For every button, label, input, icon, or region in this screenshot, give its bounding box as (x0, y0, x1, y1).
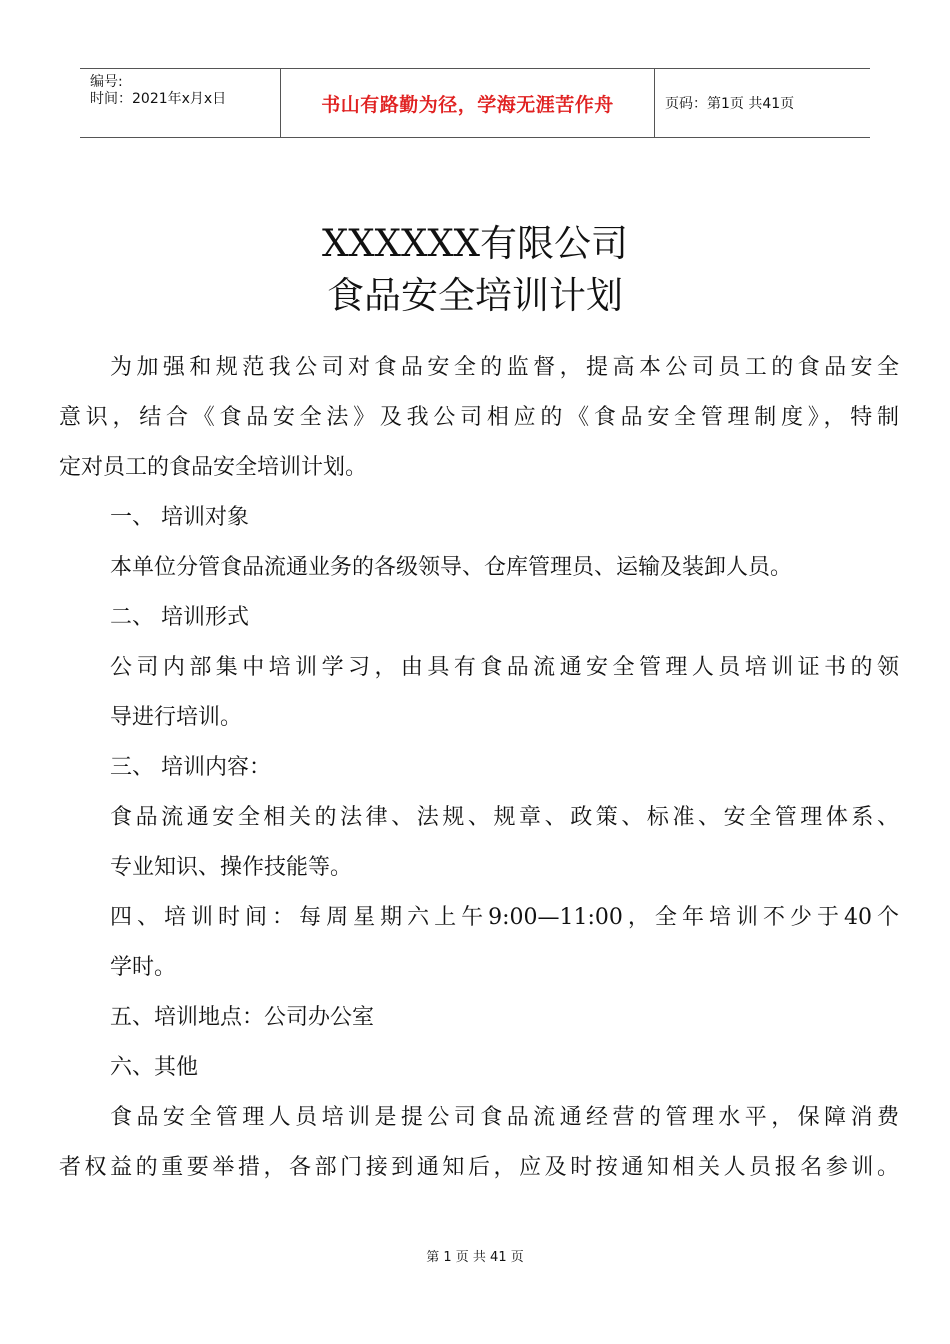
page-footer: 第 1 页 共 41 页 (426, 1250, 524, 1265)
paragraph-line: 为加强和规范我公司对食品安全的监督，提高本公司员工的食品安全 (110, 355, 899, 380)
paragraph-line: 定对员工的食品安全培训计划。 (59, 455, 368, 480)
serial-label: 编号: (90, 74, 123, 90)
paragraph-line: 学时。 (110, 955, 177, 980)
section-heading: 五、培训地点：公司办公室 (110, 1005, 375, 1030)
paragraph-line: 食品安全管理人员培训是提公司食品流通经营的管理水平，保障消费 (110, 1105, 899, 1130)
paragraph-line: 导进行培训。 (110, 705, 243, 730)
paragraph-line: 意识，结合《食品安全法》及我公司相应的《食品安全管理制度》，特制 (59, 405, 899, 430)
paragraph-line: 专业知识、操作技能等。 (110, 855, 353, 880)
paragraph-line: 本单位分管食品流通业务的各级领导、仓库管理员、运输及装卸人员。 (110, 555, 793, 580)
paragraph-line: 公司内部集中培训学习，由具有食品流通安全管理人员培训证书的领 (110, 655, 899, 680)
document-header (80, 68, 870, 138)
header-meta (80, 69, 281, 137)
section-heading: 二、 培训形式 (110, 605, 249, 630)
section-heading: 一、 培训对象 (110, 505, 249, 530)
section-heading: 三、 培训内容： (110, 755, 271, 780)
date-label: 时间：2021年x月x日 (90, 91, 227, 107)
document-body (59, 343, 899, 1193)
section-heading: 四、培训时间：每周星期六上午9:00—11:00，全年培训不少于40个 (110, 905, 899, 930)
paragraph-line: 者权益的重要举措，各部门接到通知后，应及时按通知相关人员报名参训。 (59, 1155, 899, 1180)
section-heading: 六、其他 (110, 1055, 199, 1080)
company-title: XXXXXX有限公司 (321, 222, 629, 265)
header-motto: 书山有路勤为径，学海无涯苦作舟 (281, 69, 655, 137)
header-page-info: 页码：第1页 共41页 (665, 96, 795, 112)
paragraph-line: 食品流通安全相关的法律、法规、规章、政策、标准、安全管理体系、 (110, 805, 899, 830)
document-title: 食品安全培训计划 (327, 274, 623, 317)
